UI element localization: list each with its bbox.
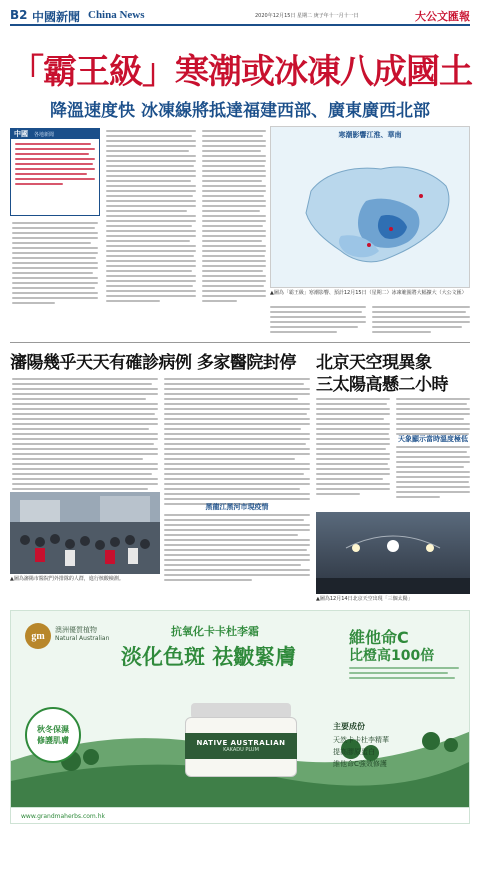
three-suns-photo: [316, 512, 470, 594]
lead-box-tag: 中國: [14, 130, 28, 138]
lead-text-col1: [12, 222, 98, 307]
map-title: 寒潮影響江淮、華南: [338, 131, 402, 139]
third-text-col2: [396, 398, 470, 438]
ad-bullet-item: 維他命C強效修護: [333, 760, 387, 768]
ad-vitamin-title: 維他命C: [349, 628, 409, 647]
lead-text-col2: [106, 130, 196, 305]
gm-logo: [25, 623, 51, 649]
gm-logo-text: gm: [31, 630, 45, 642]
third-text-col3: [396, 446, 470, 501]
sky-image: [316, 512, 470, 594]
third-headline-line1: 北京天空現異象: [316, 353, 432, 373]
page-code: B2: [10, 8, 28, 22]
ad-cream-jar: [181, 703, 301, 783]
ad-panel: [10, 610, 470, 824]
lead-subheadline: 降溫速度快 冰凍線將抵達福建西部、廣東廣西北部: [50, 101, 430, 121]
lead-text-col3: [202, 130, 266, 305]
ad-bullet-item: 提高膠原蛋白: [333, 748, 375, 756]
ad-brand-line2: Natural Australian: [55, 635, 110, 642]
header-bar: [10, 8, 470, 26]
ad-brand-line1: 澳洲優質植物: [55, 626, 97, 634]
ad-circle-badge: [25, 707, 81, 763]
lead-box: [10, 128, 100, 216]
lead-box-tag-row: [11, 129, 99, 139]
china-map-graphic: [271, 141, 469, 281]
third-headline-line2: 三太陽高懸二小時: [316, 375, 448, 395]
date-line: 2020年12月15日 星期二 庚子年十一月十一日: [255, 13, 359, 19]
weather-map: [270, 126, 470, 288]
second-text-col3: [164, 514, 310, 584]
second-text-col2: [164, 378, 310, 508]
ad-vitamin-sub: 比橙高100倍: [349, 648, 435, 664]
lead-text-col5: [372, 306, 470, 336]
second-text-col1: [12, 378, 158, 508]
second-mid-heading: 黑龍江黑河市現疫情: [205, 503, 269, 511]
map-caption: ▲圖為「霸王級」寒潮影響、預計12月15日（星期二）冰凍範圍將大幅擴大（大公文匯）: [270, 290, 467, 296]
ad-footer-text[interactable]: www.grandmaherbs.com.hk: [21, 813, 105, 820]
brand-en: China News: [88, 9, 145, 21]
third-text-col1: [316, 398, 390, 498]
brand-cn: 中國新聞: [32, 10, 81, 24]
ad-circle-line2: 修護肌膚: [37, 736, 69, 745]
ad-bullet-item: 天然卡卡杜李精華: [333, 736, 389, 744]
ad-jar-brand: NATIVE AUSTRALIAN: [196, 739, 286, 747]
lead-box-tag2: 各地新聞: [34, 131, 55, 138]
second-photo-caption: ▲圖為瀋陽市醫院門外排隊的人群，進行核酸檢測。: [10, 576, 124, 582]
second-headline: 瀋陽幾乎天天有確診病例 多家醫院封停: [10, 353, 296, 373]
ad-bullets: [333, 721, 461, 769]
paper-name: 大公文匯報: [415, 10, 470, 23]
lead-headline: 「霸王級」寒潮或冰凍八成國土: [10, 52, 472, 92]
ad-vitamin-text: [349, 667, 459, 682]
ad-small-title: 抗氧化卡卡杜李霜: [171, 625, 259, 638]
third-photo-caption: ▲圖為12月14日北京天空出現「三個太陽」: [316, 596, 413, 602]
ad-footer: [11, 807, 470, 824]
hospital-queue-photo: [10, 492, 160, 574]
ad-circle-line1: 秋冬保濕: [37, 725, 69, 734]
crowd-image: [10, 492, 160, 574]
ad-jar-sub: KAKADU PLUM: [223, 747, 259, 753]
ad-main-title: 淡化色斑 祛皺緊膚: [121, 645, 297, 669]
section-divider: [10, 342, 470, 343]
third-sub-heading: 天象顯示當時溫度極低: [398, 435, 468, 443]
lead-text-col4: [270, 306, 366, 336]
ad-bullet-title: 主要成份: [333, 722, 365, 731]
